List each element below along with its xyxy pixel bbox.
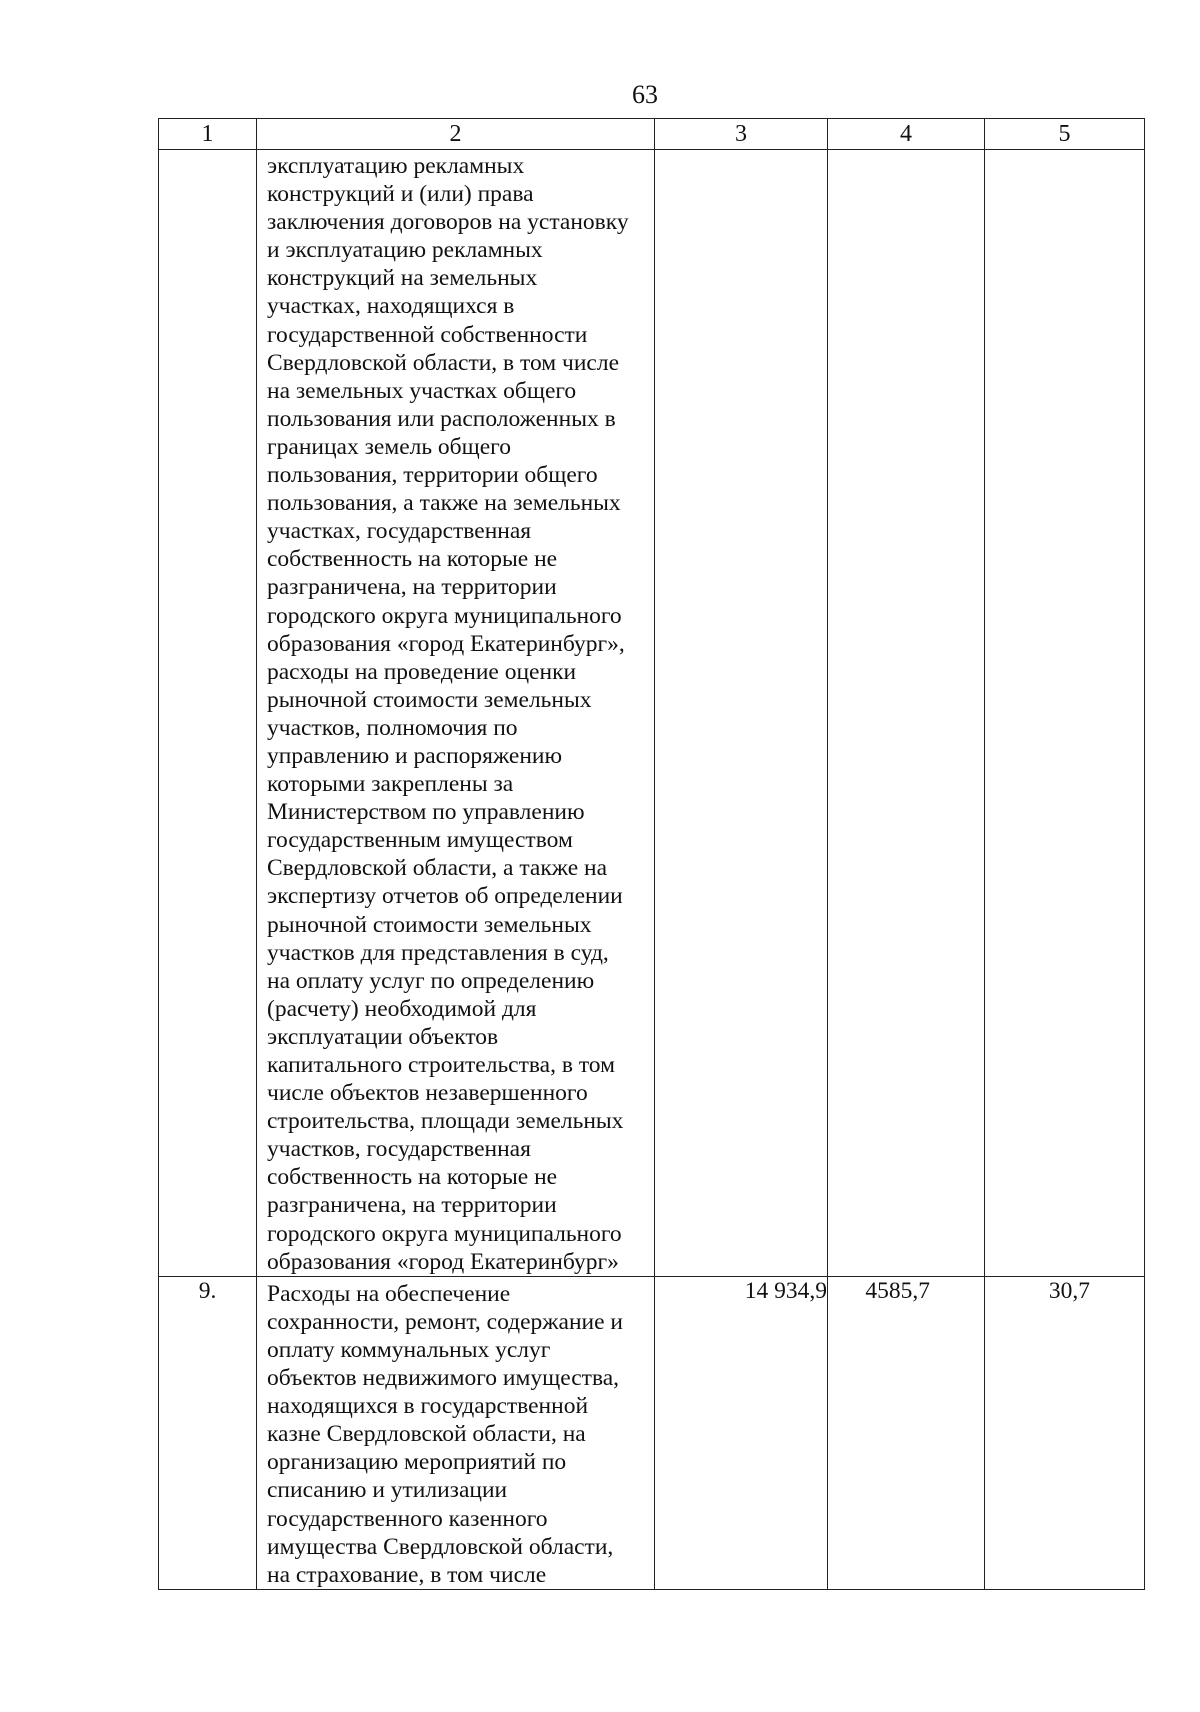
header-cell-4: 4 (828, 119, 985, 150)
header-cell-5: 5 (985, 119, 1145, 150)
header-cell-1: 1 (159, 119, 257, 150)
value-cell-5: 30,7 (985, 1276, 1145, 1589)
page-number: 63 (632, 80, 658, 109)
budget-table (158, 118, 1145, 1590)
description-cell (257, 150, 655, 1277)
value-cell-5 (985, 150, 1145, 1277)
row-number-cell (159, 150, 257, 1277)
header-cell-2: 2 (257, 119, 655, 150)
table-header-row (159, 119, 1145, 150)
value-cell-4: 4585,7 (828, 1276, 985, 1589)
table-row-continuation (159, 150, 1145, 1277)
row-number-cell: 9. (159, 1276, 257, 1589)
header-cell-3: 3 (655, 119, 828, 150)
value-cell-3: 14 934,9 (655, 1276, 828, 1589)
row-description: эксплуатацию рекламных конструкций и (или) права заключения договоров на установку и эксплуатацию рекламных конструкций на земельных участках, находящихся в государственной собственности Свердловской области, в том числе на земельных участках общего пользования или расположенных в границах земель общего пользования, территории общего пользования, а также на земельных участках, государственная собственность на которые не разграничена, на территории городского округа муниципального образования «город Екатеринбург», расходы на проведение оценки рыночной стоимости земельных участков, полномочия по управлению и распоряжению которыми закреплены за Министерством по управлению государственным имуществом Свердловской области, а также на экспертизу отчетов об определении рыночной стоимости земельных участков для представления в суд, на оплату услуг по определению (расчету) необходимой для эксплуатации объектов капитального строительства, в том числе объектов незавершенного строительства, площади земельных участков, государственная собственность на которые не разграничена, на территории городского округа муниципального образования «город Екатеринбург» (267, 153, 629, 1275)
value-cell-3 (655, 150, 828, 1277)
value-cell-4 (828, 150, 985, 1277)
description-cell (257, 1276, 655, 1589)
row-description: Расходы на обеспечение сохранности, ремонт, содержание и оплату коммунальных услуг объектов недвижимого имущества, находящихся в государственной казне Свердловской области, на организацию мероприятий по списанию и утилизации государственного казенного имущества Свердловской области, на страхование, в том числе (267, 1280, 624, 1588)
table-row-9 (159, 1276, 1145, 1589)
